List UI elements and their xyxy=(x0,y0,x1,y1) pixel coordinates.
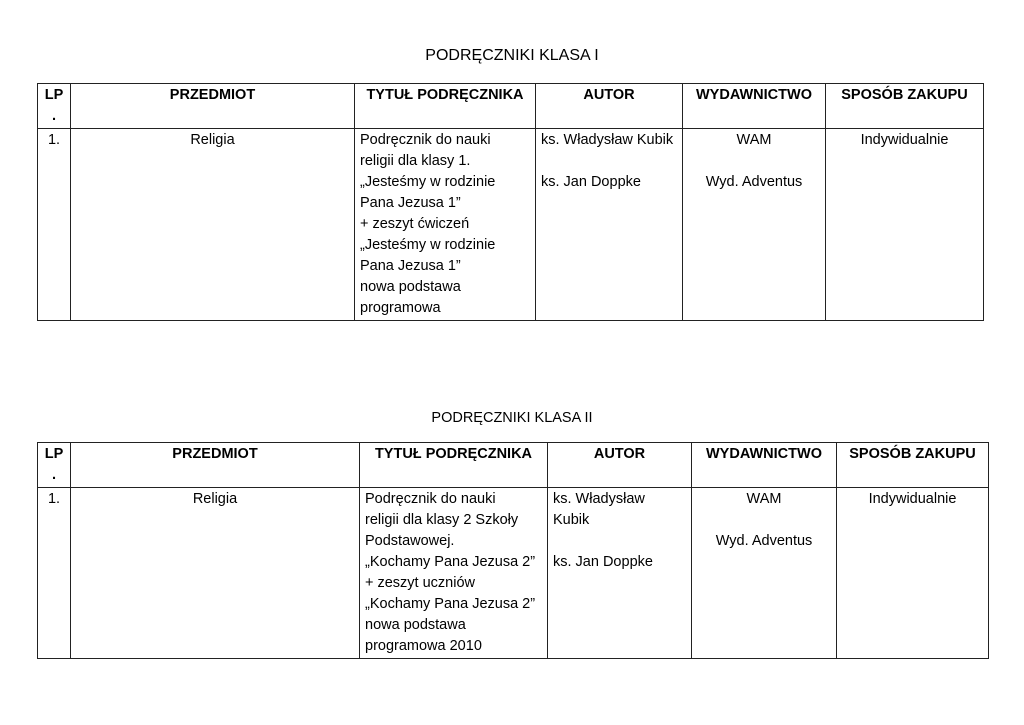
header-publisher: WYDAWNICTWO xyxy=(692,443,837,488)
header-lp: LP . xyxy=(38,84,71,129)
table-header-row xyxy=(38,443,989,488)
cell-purchase: Indywidualnie xyxy=(837,488,989,659)
cell-author: ks. Władysław Kubik ks. Jan Doppke xyxy=(536,129,683,321)
header-lp: LP . xyxy=(38,443,71,488)
cell-purchase: Indywidualnie xyxy=(826,129,984,321)
cell-lp: 1. xyxy=(38,488,71,659)
cell-subject: Religia xyxy=(71,488,360,659)
cell-book-title: Podręcznik do nauki religii dla klasy 2 Szkoły Podstawowej. „Kochamy Pana Jezusa 2” + zeszyt uczniów „Kochamy Pana Jezusa 2” nowa podstawa programowa 2010 xyxy=(360,488,548,659)
textbook-table-klasa-1 xyxy=(37,83,984,321)
header-subject: PRZEDMIOT xyxy=(71,443,360,488)
header-subject: PRZEDMIOT xyxy=(71,84,355,129)
header-purchase: SPOSÓB ZAKUPU xyxy=(837,443,989,488)
cell-author: ks. Władysław Kubik ks. Jan Doppke xyxy=(548,488,692,659)
table-row xyxy=(38,129,984,321)
header-book-title: TYTUŁ PODRĘCZNIKA xyxy=(355,84,536,129)
cell-publisher: WAM Wyd. Adventus xyxy=(683,129,826,321)
header-book-title: TYTUŁ PODRĘCZNIKA xyxy=(360,443,548,488)
header-publisher: WYDAWNICTWO xyxy=(683,84,826,129)
textbook-table-klasa-2 xyxy=(37,442,989,659)
header-author: AUTOR xyxy=(548,443,692,488)
header-purchase: SPOSÓB ZAKUPU xyxy=(826,84,984,129)
cell-lp: 1. xyxy=(38,129,71,321)
table-header-row xyxy=(38,84,984,129)
cell-book-title: Podręcznik do nauki religii dla klasy 1. „Jesteśmy w rodzinie Pana Jezusa 1” + zeszyt ćwiczeń „Jesteśmy w rodzinie Pana Jezusa 1” nowa podstawa programowa xyxy=(355,129,536,321)
table-row xyxy=(38,488,989,659)
page-title-klasa-2: PODRĘCZNIKI KLASA II xyxy=(431,410,593,426)
page-title-klasa-1: PODRĘCZNIKI KLASA I xyxy=(425,47,599,64)
cell-subject: Religia xyxy=(71,129,355,321)
header-author: AUTOR xyxy=(536,84,683,129)
cell-publisher: WAM Wyd. Adventus xyxy=(692,488,837,659)
